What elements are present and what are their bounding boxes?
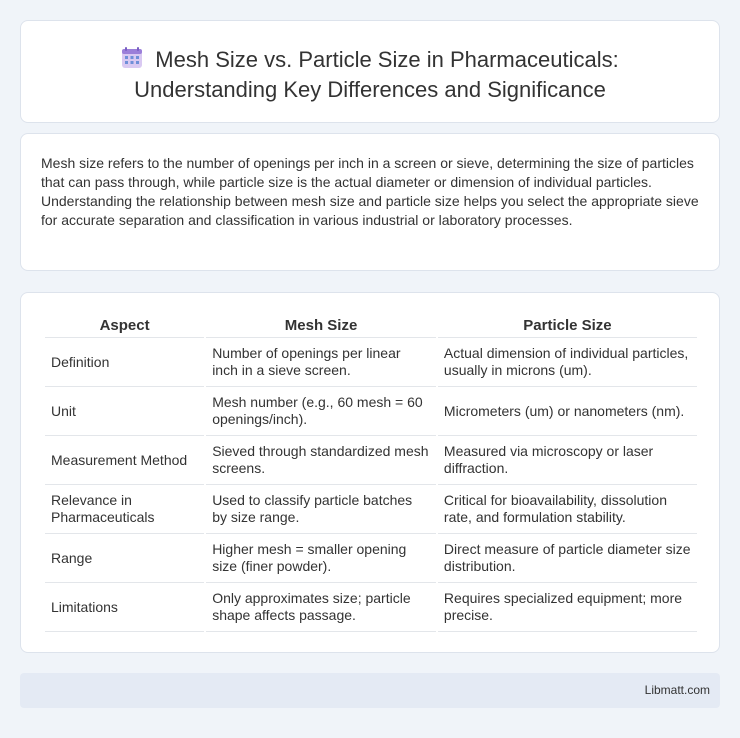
title-card bbox=[20, 20, 720, 123]
table-row bbox=[45, 387, 697, 436]
mesh-size-cell: Sieved through standardized mesh screens. bbox=[206, 436, 436, 485]
aspect-cell: Unit bbox=[45, 387, 204, 436]
calendar-grid-icon bbox=[121, 47, 143, 69]
header-aspect: Aspect bbox=[45, 315, 204, 338]
aspect-cell: Relevance in Pharmaceuticals bbox=[45, 485, 204, 534]
mesh-size-cell: Number of openings per linear inch in a sieve screen. bbox=[206, 338, 436, 387]
comparison-table bbox=[43, 315, 699, 632]
particle-size-cell: Micrometers (um) or nanometers (nm). bbox=[438, 387, 697, 436]
comparison-card bbox=[20, 292, 720, 653]
table-row bbox=[45, 534, 697, 583]
particle-size-cell: Requires specialized equipment; more precise. bbox=[438, 583, 697, 632]
particle-size-cell: Actual dimension of individual particles, usually in microns (um). bbox=[438, 338, 697, 387]
footer bbox=[20, 673, 720, 708]
table-header-row bbox=[45, 315, 697, 338]
particle-size-cell: Measured via microscopy or laser diffraction. bbox=[438, 436, 697, 485]
particle-size-cell: Critical for bioavailability, dissolution rate, and formulation stability. bbox=[438, 485, 697, 534]
title-line-2: Understanding Key Differences and Significance bbox=[134, 77, 606, 102]
mesh-size-cell: Used to classify particle batches by size range. bbox=[206, 485, 436, 534]
header-mesh-size: Mesh Size bbox=[206, 315, 436, 338]
title-line-1: Mesh Size vs. Particle Size in Pharmaceuticals: bbox=[155, 47, 619, 72]
mesh-size-cell: Higher mesh = smaller opening size (finer powder). bbox=[206, 534, 436, 583]
intro-text: Mesh size refers to the number of openings per inch in a screen or sieve, determining the size of particles that can pass through, while particle size is the actual diameter or dimension of individual particles. Understanding the relationship between mesh size and particle size helps you select the appropriate sieve for accurate separation and classification in various industrial or laboratory processes. bbox=[41, 155, 699, 228]
table-row bbox=[45, 485, 697, 534]
table-row bbox=[45, 338, 697, 387]
header-particle-size: Particle Size bbox=[438, 315, 697, 338]
particle-size-cell: Direct measure of particle diameter size distribution. bbox=[438, 534, 697, 583]
footer-brand-link[interactable]: Libmatt.com bbox=[644, 683, 710, 697]
page-title bbox=[21, 45, 719, 105]
aspect-cell: Measurement Method bbox=[45, 436, 204, 485]
mesh-size-cell: Mesh number (e.g., 60 mesh = 60 openings/inch). bbox=[206, 387, 436, 436]
mesh-size-cell: Only approximates size; particle shape affects passage. bbox=[206, 583, 436, 632]
aspect-cell: Definition bbox=[45, 338, 204, 387]
table-row bbox=[45, 583, 697, 632]
aspect-cell: Range bbox=[45, 534, 204, 583]
aspect-cell: Limitations bbox=[45, 583, 204, 632]
intro-card bbox=[20, 133, 720, 271]
table-row bbox=[45, 436, 697, 485]
